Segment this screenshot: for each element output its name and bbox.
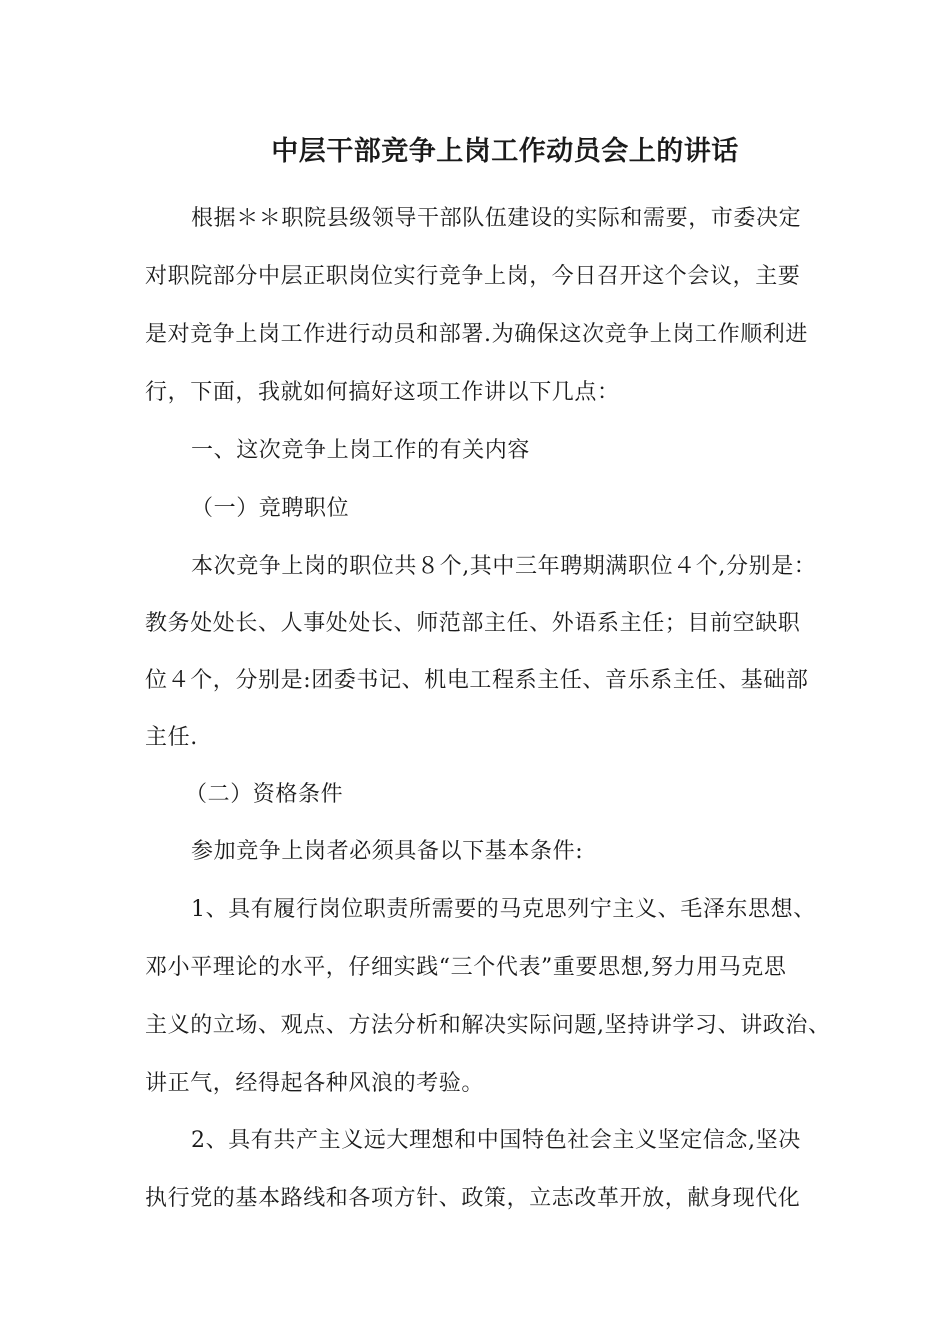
paragraph-line: 参加竞争上岗者必须具备以下基本条件:: [191, 839, 584, 864]
paragraph-line: 教务处处长、人事处处长、师范部主任、外语系主任；目前空缺职: [145, 611, 801, 636]
paragraph-line: 主义的立场、观点、方法分析和解决实际问题,坚持讲学习、讲政治、: [145, 1013, 831, 1038]
paragraph-line: 位４个，分别是:团委书记、机电工程系主任、音乐系主任、基础部: [145, 668, 809, 693]
subsection-heading: （一）竞聘职位: [191, 496, 350, 521]
paragraph-line: 2、具有共产主义远大理想和中国特色社会主义坚定信念,坚决: [191, 1128, 801, 1153]
section-heading: 一、这次竞争上岗工作的有关内容: [191, 438, 531, 463]
paragraph-line: 讲正气，经得起各种风浪的考验。: [145, 1071, 485, 1096]
paragraph-line: 1、具有履行岗位职责所需要的马克思列宁主义、毛泽东思想、: [191, 897, 816, 922]
paragraph-line: 邓小平理论的水平，仔细实践“三个代表”重要思想,努力用马克思: [145, 955, 787, 980]
paragraph-line: 执行党的基本路线和各项方针、政策，立志改革开放，献身现代化: [145, 1186, 801, 1211]
document-title: 中层干部竞争上岗工作动员会上的讲话: [271, 136, 739, 167]
paragraph-line: 是对竞争上岗工作进行动员和部署.为确保这次竞争上岗工作顺利进: [145, 322, 808, 347]
paragraph-line: 本次竞争上岗的职位共８个,其中三年聘期满职位４个,分别是：: [191, 554, 817, 579]
subsection-heading: （二）资格条件: [185, 782, 344, 807]
paragraph-line: 根据＊＊职院县级领导干部队伍建设的实际和需要，市委决定: [191, 206, 802, 231]
paragraph-line: 对职院部分中层正职岗位实行竞争上岗，今日召开这个会议，主要: [145, 264, 801, 289]
paragraph-line: 行，下面，我就如何搞好这项工作讲以下几点：: [145, 380, 620, 405]
paragraph-line: 主任.: [145, 725, 198, 750]
